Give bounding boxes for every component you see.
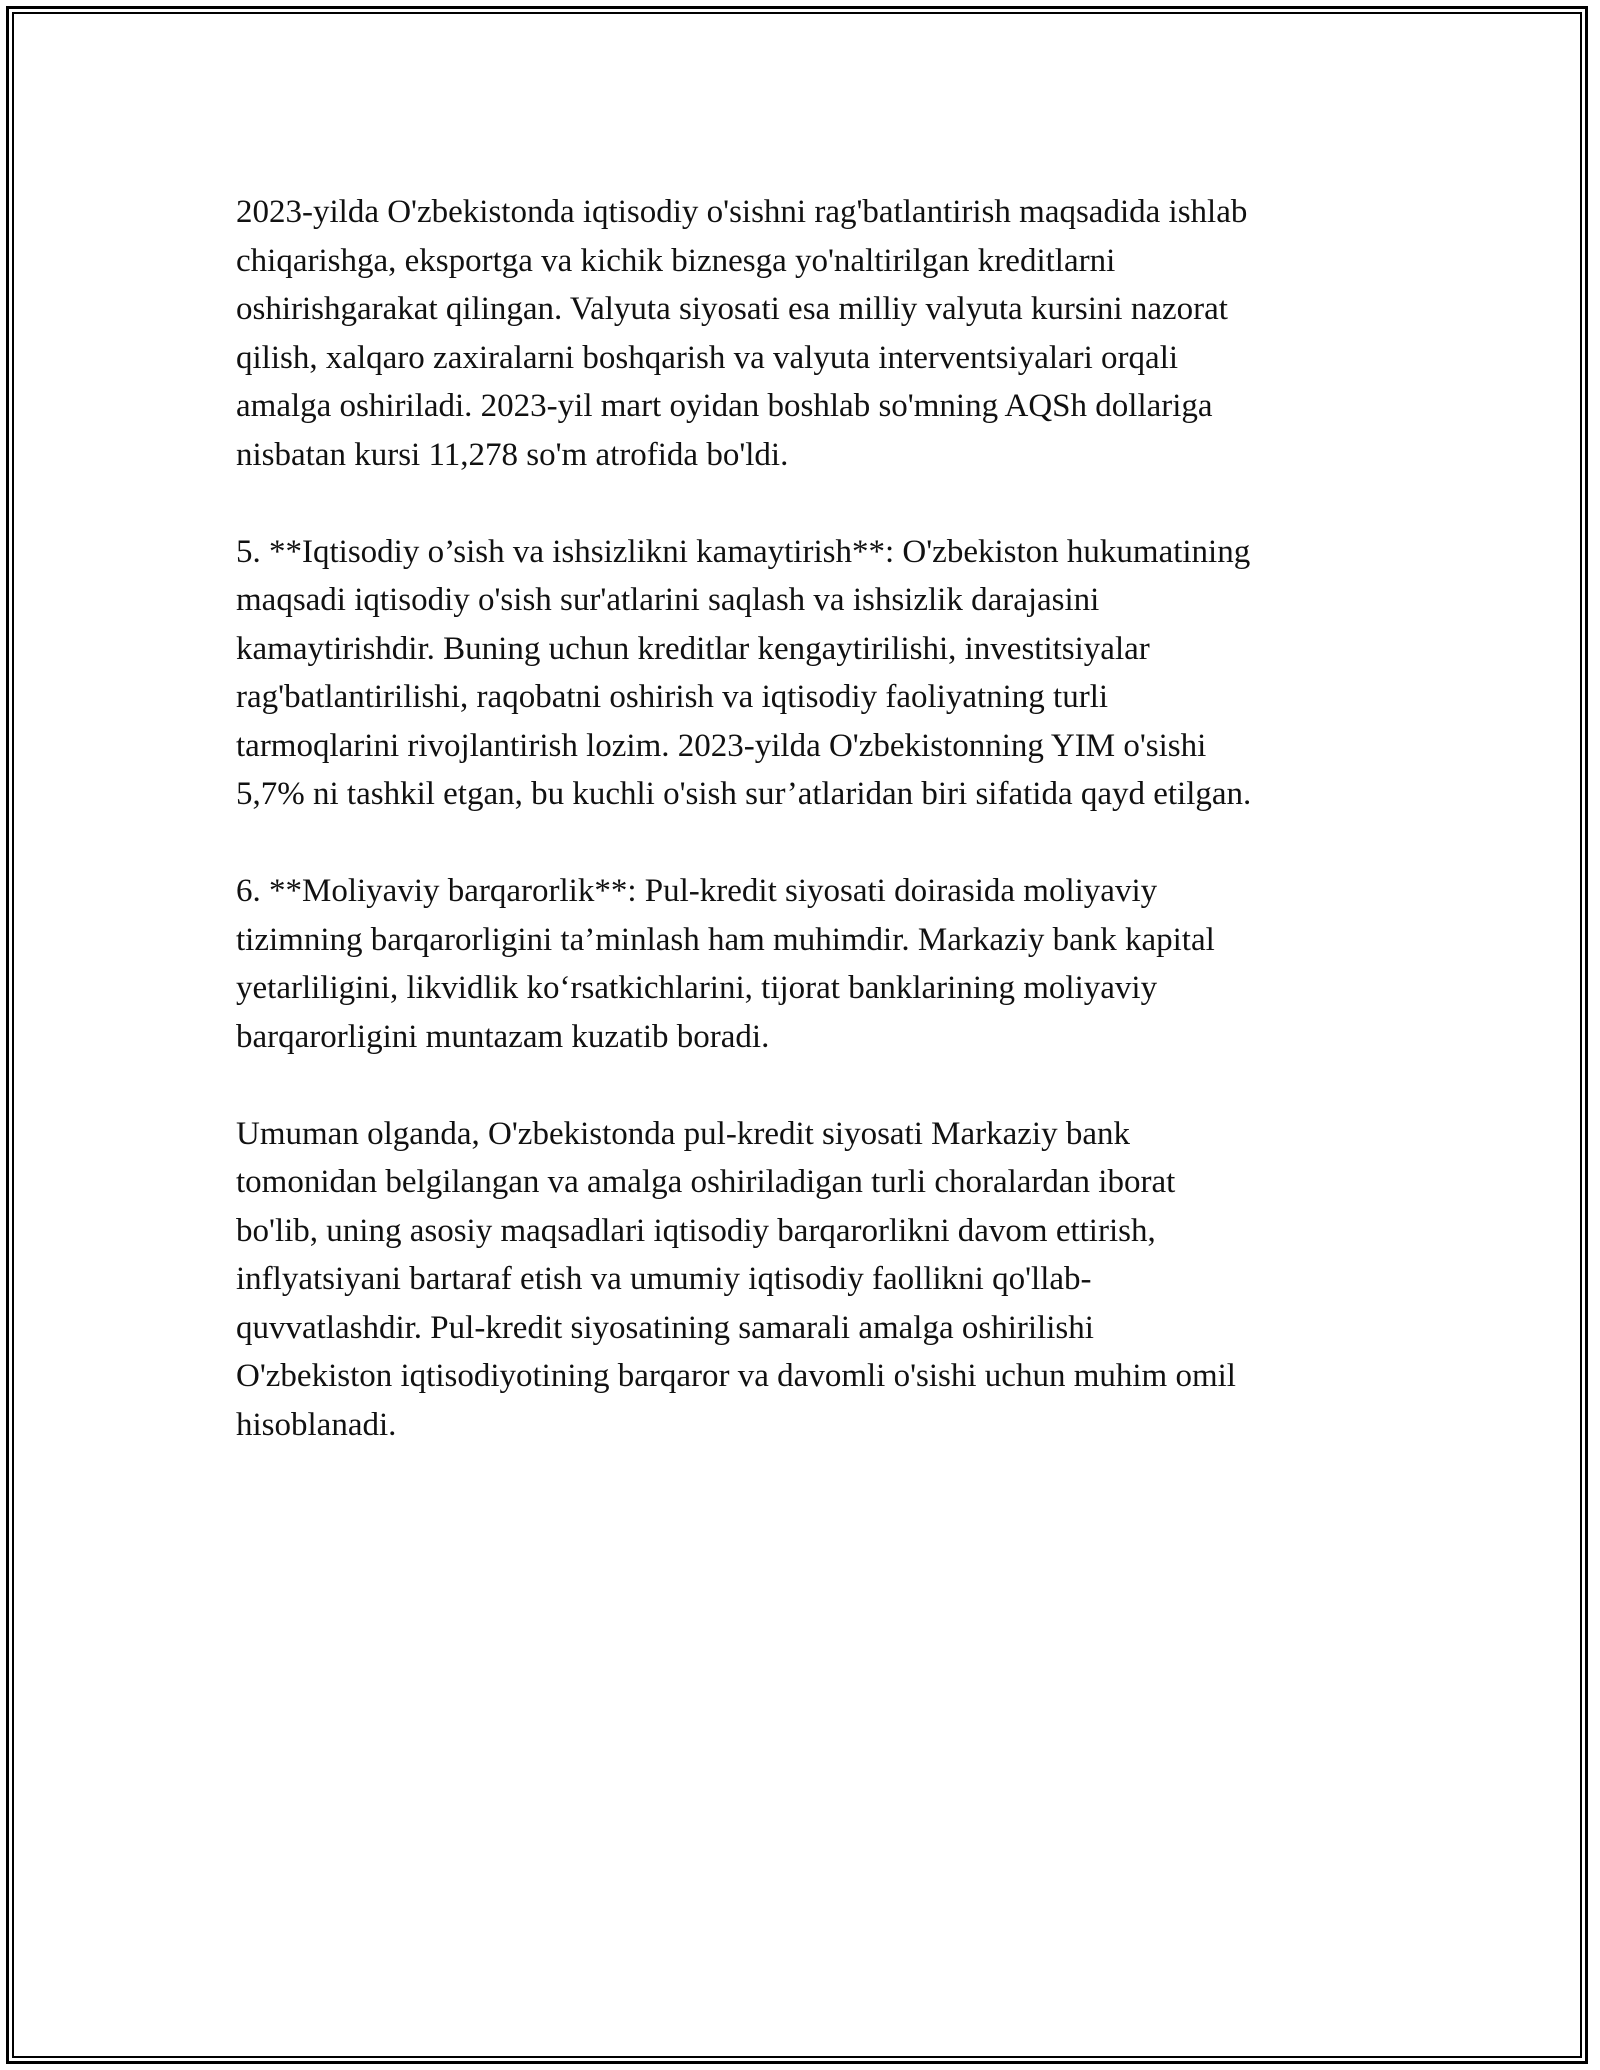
document-body: [236, 188, 1376, 1498]
paragraph-exchange-rate: 2023-yilda O'zbekistonda iqtisodiy o'sishni rag'batlantirish maqsadida ishlab chiqarishga, eksportga va kichik biznesga yo'naltirilgan kreditlarni oshirishgarakat qilingan. Valyuta siyosati esa milliy valyuta kursini nazorat qilish, xalqaro zaxiralarni boshqarish va valyuta interventsiyalari orqali amalga oshiriladi. 2023-yil mart oyidan boshlab so'mning AQSh dollariga nisbatan kursi 11,278 so'm atrofida bo'ldi.: [236, 194, 1248, 473]
paragraph-economic-growth: 5. **Iqtisodiy o’sish va ishsizlikni kamaytirish**: O'zbekiston hukumatining maqsadi iqtisodiy o'sish sur'atlarini saqlash va ishsizlik darajasini kamaytirishdir. Buning uchun kreditlar kengaytirilishi, investitsiyalar rag'batlantirilishi, raqobatni oshirish va iqtisodiy faoliyatning turli tarmoqlarini rivojlantirish lozim. 2023-yilda O'zbekistonning YIM o'sishi 5,7% ni tashkil etgan, bu kuchli o'sish sur’atlaridan biri sifatida qayd etilgan.: [236, 533, 1252, 812]
paragraph-conclusion: Umuman olganda, O'zbekistonda pul-kredit siyosati Markaziy bank tomonidan belgilangan va amalga oshiriladigan turli choralardan iborat bo'lib, uning asosiy maqsadlari iqtisodiy barqarorlikni davom ettirish, inflyatsiyani bartaraf etish va umumiy iqtisodiy faollikni qo'llab- quvvatlashdir. Pul-kredit siyosatining samarali amalga oshirilishi O'zbekiston iqtisodiyotining barqaror va davomli o'sishi uchun muhim omil hisoblanadi.: [236, 1115, 1236, 1443]
paragraph-financial-stability: 6. **Moliyaviy barqarorlik**: Pul-kredit siyosati doirasida moliyaviy tizimning barqarorligini ta’minlash ham muhimdir. Markaziy bank kapital yetarliligini, likvidlik ko‘rsatkichlarini, tijorat banklarining moliyaviy barqarorligini muntazam kuzatib boradi.: [236, 873, 1215, 1055]
